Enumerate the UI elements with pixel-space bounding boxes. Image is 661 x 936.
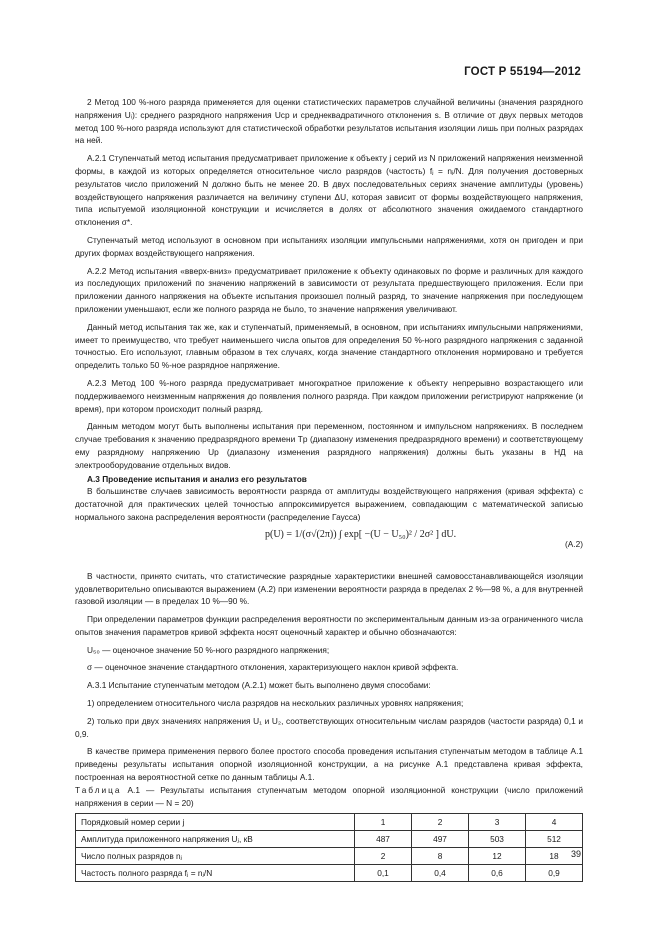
table-row	[76, 848, 583, 865]
formula: p(U) = 1/(σ√(2π)) ∫ exp[ −(U − U₅₀)² / 2σ² ] dU.	[265, 528, 457, 540]
definition: U₅₀ — оценочное значение 50 %-ного разрядного напряжения;	[87, 644, 330, 655]
table-cell: 8	[412, 848, 469, 865]
table-caption-prefix: Таблица	[75, 784, 122, 795]
row-label: Амплитуда приложенного напряжения Uⱼ, кВ	[76, 831, 355, 848]
paragraph: В большинстве случаев зависимость вероятности разряда от амплитуды воздействующего напряжения (кривая эффекта) с достаточной для практических целей точностью аппроксимируется выражением, совпадающим с математической записью нормального закона распределения вероятности (распределение Гаусса)	[75, 486, 583, 522]
table-cell: 2	[355, 848, 412, 865]
paragraph: Данным методом могут быть выполнены испытания при переменном, постоянном и импульсном напряжениях. В последнем случае требования к значению предразрядного времени Tр (диапазону изменения предразрядного времени) и соответствующему ему разрядному напряжению Uр (диапазону изменения разрядного напряжения) должны быть указаны в НД на электрооборудование отдельных видов.	[75, 421, 583, 470]
paragraph: А.2.3 Метод 100 %-ного разряда предусматривает многократное приложение к объекту непрерывно возрастающего или поддерживаемого неизменным напряжения до появления полного разряда. При каждом приложении регистрируют напряжение (и время), при котором происходит полный разряд.	[75, 377, 583, 414]
table-cell: 0,4	[412, 865, 469, 882]
paragraph: А.2.1 Ступенчатый метод испытания предусматривает приложение к объекту j серий из N приложений напряжения неизменной формы, в каждой из которых определяется относительное число разрядов (частость) fⱼ = nⱼ/N. Для получения достоверных результатов число приложений N должно быть не менее 20. В двух последовательных сериях значение амплитуды (уровень) воздействующего напряжения различается на величину ступени ΔU, которая зависит от формы воздействующего напряжения, типа испытуемой изоляционной конструкции и исчисляется в долях от абсолютного значения ожидаемого стандартного отклонения σ*.	[75, 153, 583, 228]
paragraph: При определении параметров функции распределения вероятности по экспериментальным данным из-за ограниченного числа опытов значения параметров кривой эффекта носят оценочный характер и обычно обозначаются:	[75, 614, 583, 637]
document-header: ГОСТ Р 55194—2012	[464, 66, 581, 78]
table-cell: 3	[469, 814, 526, 831]
table-cell: 18	[526, 848, 583, 865]
table-row	[76, 865, 583, 882]
paragraph: А.3.1 Испытание ступенчатым методом (А.2.1) может быть выполнено двумя способами:	[87, 680, 431, 691]
table-caption	[75, 784, 583, 810]
table-cell: 0,1	[355, 865, 412, 882]
table-cell: 0,9	[526, 865, 583, 882]
page-body	[75, 96, 583, 882]
results-table	[75, 813, 583, 882]
table-cell: 0,6	[469, 865, 526, 882]
table-cell: 497	[412, 831, 469, 848]
paragraph: Ступенчатый метод используют в основном при испытаниях изоляции импульсными напряжениями, хотя он пригоден и при других формах воздействующего напряжения.	[75, 234, 583, 258]
row-label: Порядковый номер серии j	[76, 814, 355, 831]
table-cell: 503	[469, 831, 526, 848]
table-cell: 12	[469, 848, 526, 865]
table-cell: 1	[355, 814, 412, 831]
paragraph: В качестве примера применения первого более простого способа проведения испытания ступенчатым методом в таблице А.1 приведены результаты испытания опорной изоляционной конструкции, а на рисунке А.1 представлена кривая эффекта, построенная на вероятностной сетке по данным таблицы А.1.	[75, 746, 583, 783]
table-cell: 512	[526, 831, 583, 848]
paragraph: А.2.2 Метод испытания «вверх-вниз» предусматривает приложение к объекту одинаковых по форме и различных для каждого из последующих приложений по значению напряжений в зависимости от результата предшествующего приложения. Если при приложении данного напряжения на объекте испытания произошел полный разряд, то значение напряжения при последующем приложении уменьшают, если же полного разряда не было, то значение напряжения увеличивают.	[75, 265, 583, 314]
table-cell: 2	[412, 814, 469, 831]
table-row	[76, 814, 583, 831]
table-row	[76, 831, 583, 848]
formula-block	[75, 527, 583, 565]
list-item: 2) только при двух значениях напряжения U₁ и U₂, соответствующих относительным числам разрядов (частости разряда) 0,1 и 0,9.	[75, 715, 583, 739]
formula-number: (А.2)	[565, 538, 583, 549]
paragraph: 2 Метод 100 %-ного разряда применяется для оценки статистических параметров случайной величины (значения разрядного напряжения Uᵢ): среднего разрядного напряжения Uср и среднеквадратичного отклонения s. В отличие от двух первых методов метод 100 %-ного разряда используют для статистической обработки результатов испытания изоляции лишь при полных разрядах на ней.	[75, 97, 583, 146]
paragraph: Данный метод испытания так же, как и ступенчатый, применяемый, в основном, при испытаниях импульсными напряжениями, имеет то преимущество, что требует наименьшего числа опытов для определения 50 %-ного разрядного напряжения с заданной точностью. Его используют, главным образом в тех случаях, когда значение стандартного отклонения нормировано и требуется определить только 50 %-ное разрядное напряжение.	[75, 321, 583, 371]
page-number: 39	[570, 849, 581, 859]
table-cell: 4	[526, 814, 583, 831]
paragraph: В частности, принято считать, что статистические разрядные характеристики внешней самовосстанавливающейся изоляции удовлетворительно описываются выражением (А.2) при изменении вероятности разряда в пределах 2 %—98 %, а для внутренней газовой изоляции — в пределах 10 %—90 %.	[75, 570, 583, 607]
table-caption-text: А.1 — Результаты испытания ступенчатым методом опорной изоляционной конструкции (число приложений напряжения в серии — N = 20)	[75, 784, 583, 808]
list-item: 1) определением относительного числа разрядов на нескольких различных уровнях напряжения;	[87, 698, 464, 709]
table-cell: 487	[355, 831, 412, 848]
definition: σ — оценочное значение стандартного отклонения, характеризующего наклон кривой эффекта.	[87, 662, 459, 673]
row-label: Частость полного разряда fⱼ = nⱼ/N	[76, 865, 355, 882]
row-label: Число полных разрядов nⱼ	[76, 848, 355, 865]
section-heading: А.3 Проведение испытания и анализ его результатов	[87, 473, 307, 484]
